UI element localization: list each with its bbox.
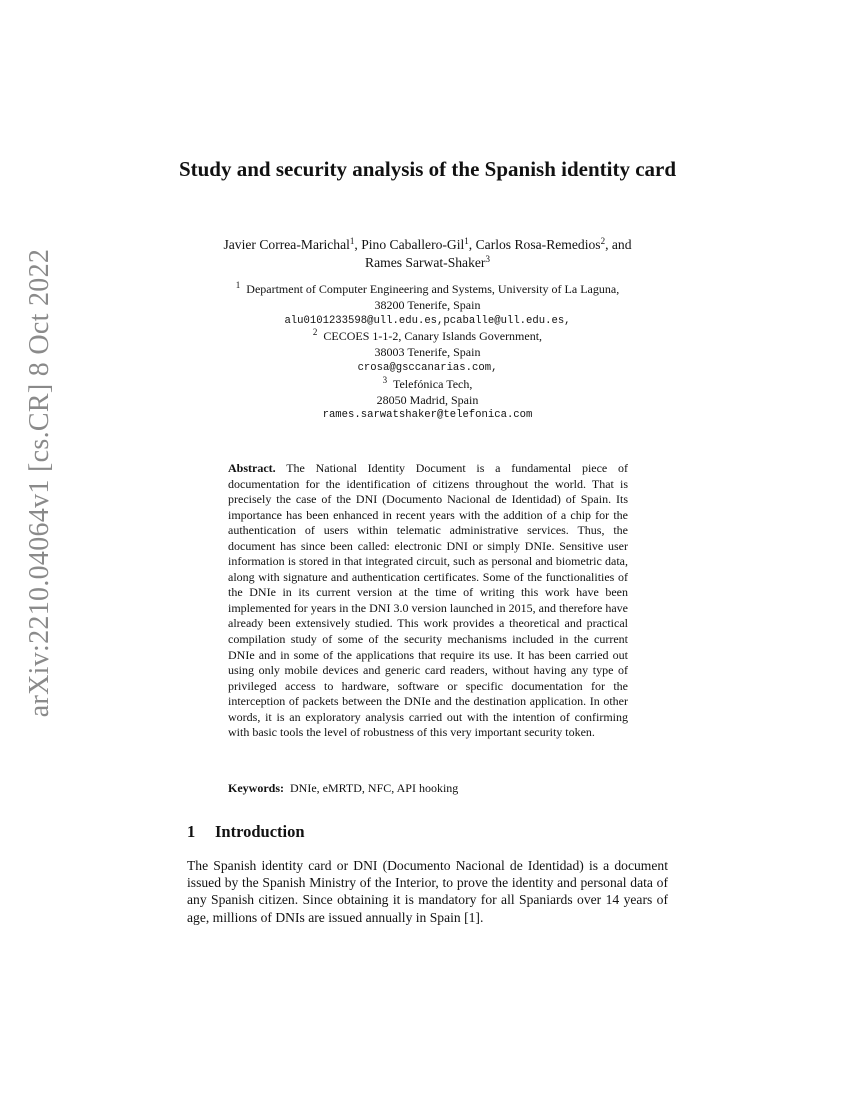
author-separator: , (468, 237, 476, 252)
author-affiliation-mark: 2 (600, 236, 606, 246)
author-affiliation-mark: 1 (464, 236, 469, 246)
abstract-text: The National Identity Document is a fundamental piece of documentation for the identification of citizens throughout the world. That is precisely the case of the DNI (Documento Nacional de Identidad) of Spain. Its importance has been enhanced in recent years with the addition of a chip for the authentication of users within telematic administrative services. Thus, the document has since been called: electronic DNI or simply DNIe. Sensitive user information is stored in that integrated circuit, such as personal and biometric data, along with signature and authentication certificates. Some of the functionalities of the DNIe in its current version at the time of writing this work have been implemented for years in the DNI 3.0 version launched in 2015, and therefore have already been extensively studied. This work provides a theoretical and practical compilation study of some of the security mechanisms included in the current DNIe and in some of the applications that require its use. It has been carried out using only mobile devices and generic card readers, without having any type of privileged access to hardware, software or specific documentation for the interception of packets between the DNIe and the destination application. In other words, it is an exploratory analysis carried out with the intention of confirming with basic tools the level of robustness of this very important security token. (228, 461, 628, 740)
paper-title: Study and security analysis of the Spanish identity card (178, 157, 677, 181)
arxiv-identifier (20, 248, 60, 717)
affiliation-mark: 2 (312, 327, 318, 338)
section-number: 1 (187, 822, 196, 841)
affiliation-text: CECOES 1-1-2, Canary Islands Government, (323, 329, 543, 344)
affiliation-line: 28050 Madrid, Spain (376, 392, 479, 407)
affiliation-email: rames.sarwatshaker@telefonica.com (322, 409, 533, 422)
author-affiliation-mark: 1 (349, 236, 355, 246)
affiliation-email: alu0101233598@ull.edu.es,pcaballe@ull.edu.es, (284, 314, 571, 327)
affiliation-block (160, 282, 695, 424)
intro-paragraph: The Spanish identity card or DNI (Documento Nacional de Identidad) is a document issued by the Spanish Ministry of the Interior, to prove the identity and personal data of any Spanish citizen. Since obtaining it is mandatory for all Spaniards over 14 years of age, millions of DNIs are issued annually in Spain [1]. (187, 858, 668, 925)
affiliation-mark: 1 (235, 280, 241, 290)
author-separator: , and (605, 237, 632, 252)
affiliation-line (160, 329, 695, 345)
arxiv-identifier-text: arXiv:2210.04064v1 [cs.CR] 8 Oct 2022 (24, 248, 56, 717)
author-name: Rames Sarwat-Shaker (365, 255, 486, 270)
keywords-text: DNIe, eMRTD, NFC, API hooking (290, 781, 459, 795)
section-title: Introduction (215, 822, 305, 841)
abstract (228, 461, 628, 741)
affiliation-line (160, 282, 695, 298)
affiliation-mark: 3 (382, 374, 388, 385)
section-heading (187, 822, 305, 842)
author-name: Carlos Rosa-Remedios (475, 237, 601, 252)
affiliation-text: Department of Computer Engineering and Systems, University of La Laguna, (246, 282, 620, 296)
abstract-label: Abstract. (228, 461, 276, 475)
author-name: Pino Caballero-Gil (361, 237, 465, 252)
author-list (160, 236, 695, 272)
keywords (228, 780, 628, 796)
author-separator: , (354, 237, 362, 252)
affiliation-line: 38200 Tenerife, Spain (374, 297, 481, 312)
affiliation-line: 38003 Tenerife, Spain (374, 345, 481, 360)
affiliation-text: Telefónica Tech, (392, 376, 473, 391)
keywords-label: Keywords: (228, 781, 284, 795)
author-affiliation-mark: 3 (485, 254, 490, 264)
author-name: Javier Correa-Marichal (223, 237, 350, 252)
affiliation-email: crosa@gsccanarias.com, (357, 361, 498, 374)
affiliation-line (160, 374, 695, 393)
